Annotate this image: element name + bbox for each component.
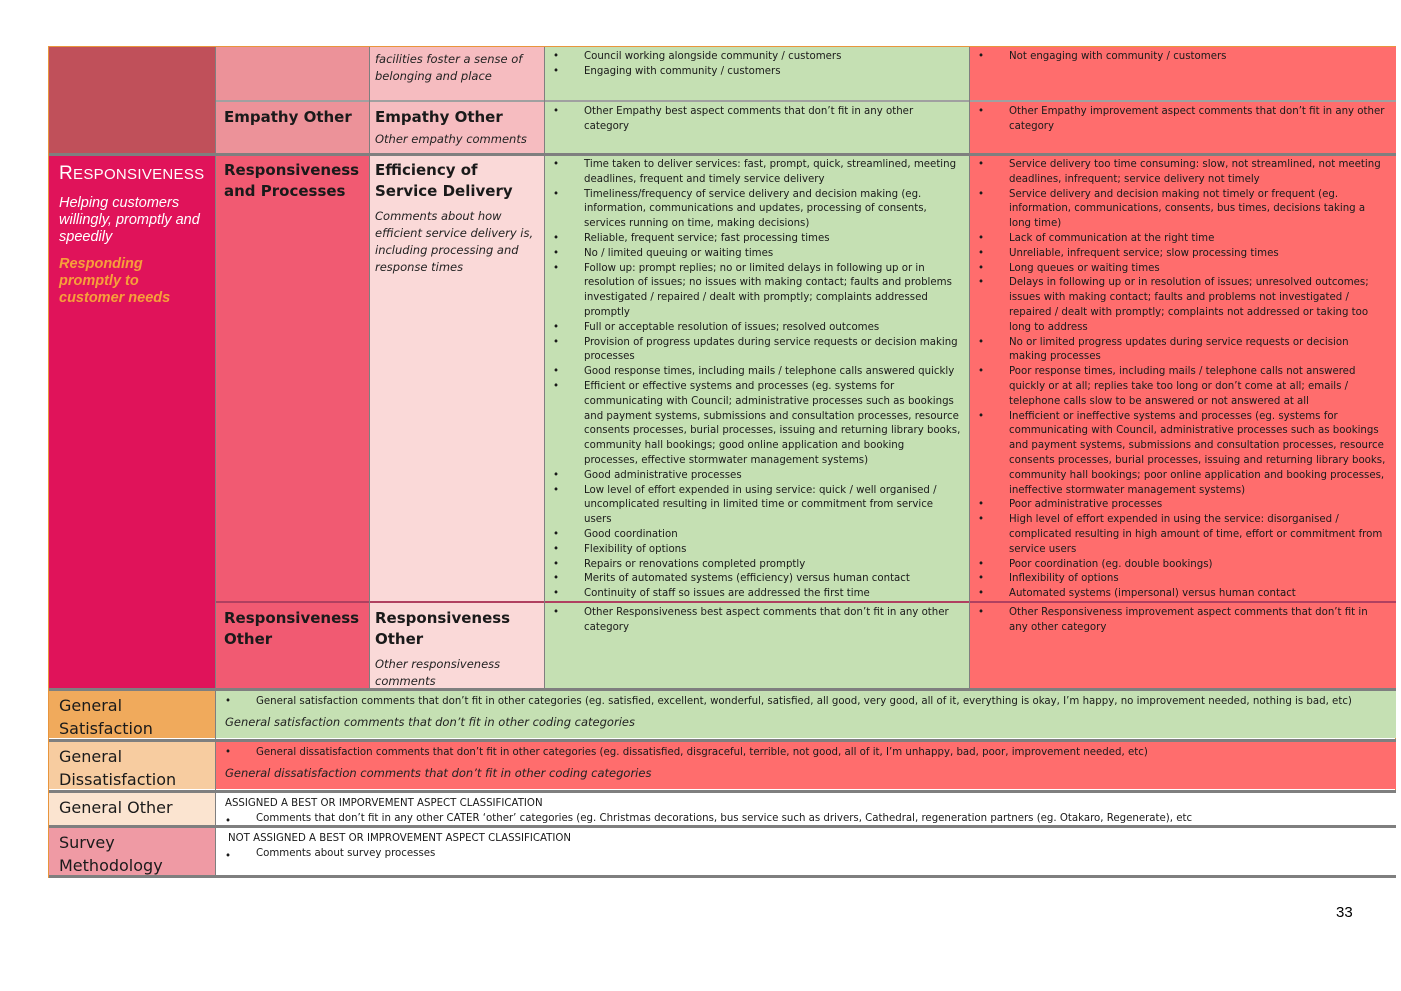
efficiency-improvement-cell xyxy=(969,155,1396,601)
belonging-improvement-cell xyxy=(969,47,1396,100)
coding-table xyxy=(48,46,1396,878)
list-item: • Efficient or effective systems and processes (eg. systems for communicating with Council; administrative processes such as bookings and payment systems, submissions and consultation processes, resource consents processes, burial processes, issuing and returning library books, community hall bookings; good online application and booking processes, effective stormwater management systems) xyxy=(544,380,961,469)
list-item: • Service delivery and decision making not timely or frequent (eg. information, communications, consents, bus times, decisions taking a long time) xyxy=(969,188,1388,232)
general-satisfaction-content-cell xyxy=(216,691,1396,738)
empathy-other-description-cell xyxy=(369,102,544,153)
responsiveness-other-best-list xyxy=(544,603,969,636)
efficiency-description-title: Efficiency of Service Delivery xyxy=(375,161,513,200)
belonging-description-cell xyxy=(369,47,544,100)
general-dissatisfaction-bullet: • General dissatisfaction comments that don’t fit in other categories (eg. dissatisfied, disgraceful, terrible, not good, all of it, I’m unhappy, bad, poor, improvement needed, etc) xyxy=(216,742,1396,760)
list-item: • Continuity of staff so issues are addressed the first time xyxy=(544,587,961,601)
belonging-improvement-list xyxy=(969,47,1396,65)
efficiency-description-text: Comments about how efficient service delivery is, including processing and response times xyxy=(375,209,534,274)
list-item: • High level of effort expended in using the service: disorganised / complicated resulting in high amount of time, effort or commitment from service users xyxy=(969,513,1388,557)
list-item: • No / limited queuing or waiting times xyxy=(544,247,961,262)
belonging-best-list xyxy=(544,47,969,80)
list-item: • Repairs or renovations completed promptly xyxy=(544,558,961,573)
general-dissatisfaction-title: General Dissatisfaction xyxy=(59,747,177,789)
theme-title-rest: ESPONSIVENESS xyxy=(73,166,205,183)
column-divider xyxy=(369,47,370,688)
belonging-description-text: facilities foster a sense of belonging and place xyxy=(375,52,523,83)
survey-methodology-title-cell xyxy=(49,828,216,876)
column-divider xyxy=(215,47,216,877)
list-item: • Inflexibility of options xyxy=(969,572,1388,587)
row-divider xyxy=(216,100,1396,102)
row-divider xyxy=(49,739,1396,742)
empathy-other-subtheme-cell xyxy=(216,102,369,153)
row-divider xyxy=(49,875,1396,878)
responsiveness-other-description-title: Responsiveness Other xyxy=(375,609,511,648)
row-divider xyxy=(49,825,1396,828)
survey-methodology-bullet: • Comments about survey processes xyxy=(216,846,1396,861)
responsiveness-other-subtheme: Responsiveness Other xyxy=(224,609,360,648)
row-divider xyxy=(49,790,1396,793)
general-satisfaction-description: General satisfaction comments that don’t fit in other coding categories xyxy=(225,715,635,729)
list-item: • Time taken to deliver services: fast, prompt, quick, streamlined, meeting deadlines, frequent and timely service delivery xyxy=(544,158,961,188)
general-dissatisfaction-title-cell xyxy=(49,742,216,789)
belonging-best-cell xyxy=(544,47,969,100)
list-item: • Full or acceptable resolution of issues; resolved outcomes xyxy=(544,321,961,336)
general-dissatisfaction-content-cell xyxy=(216,742,1396,789)
efficiency-description-cell xyxy=(369,155,544,601)
list-item: • Inefficient or ineffective systems and processes (eg. systems for communicating with Council, administrative processes such as bookings and payment systems, submissions and consultation processes, resource consents processes, burial processes, issuing and returning library books, community hall bookings; poor online application and booking processes, ineffective stormwater management systems) xyxy=(969,410,1388,499)
empathy-other-best-cell xyxy=(544,102,969,153)
list-item: • Good response times, including mails / telephone calls answered quickly xyxy=(544,365,961,380)
page-number: 33 xyxy=(1336,904,1353,921)
list-item: • Long queues or waiting times xyxy=(969,262,1388,277)
empathy-other-best-list xyxy=(544,102,969,135)
responsiveness-other-description-text: Other responsiveness comments xyxy=(375,657,501,688)
survey-methodology-title: Survey Methodology xyxy=(59,833,163,875)
responsiveness-theme-cell xyxy=(49,155,216,688)
general-other-title-cell xyxy=(49,793,216,825)
list-item: • Unreliable, infrequent service; slow processing times xyxy=(969,247,1388,262)
responsiveness-other-subtheme-cell xyxy=(216,603,369,688)
list-item: • Follow up: prompt replies; no or limited delays in following up or in resolution of issues; no issues with making contact; faults and problems investigated / repaired / dealt with promptly; complaints addressed promptly xyxy=(544,262,961,321)
list-item: • Automated systems (impersonal) versus human contact xyxy=(969,587,1388,601)
list-item: • Other Responsiveness improvement aspect comments that don’t fit in any other category xyxy=(969,606,1388,636)
row-divider xyxy=(49,688,1396,691)
column-divider xyxy=(544,47,545,688)
list-item: • Good administrative processes xyxy=(544,469,961,484)
empathy-theme-cell xyxy=(49,47,216,153)
list-item: • Council working alongside community / customers xyxy=(544,50,961,65)
list-item: • Low level of effort expended in using service: quick / well organised / uncomplicated resulting in limited time or commitment from service users xyxy=(544,484,961,528)
empathy-other-improvement-cell xyxy=(969,102,1396,153)
list-item: • Delays in following up or in resolution of issues; unresolved outcomes; issues with making contact; faults and problems not investigated / repaired / dealt with promptly; complaints not addressed or taking too long to address xyxy=(969,276,1388,335)
list-item: • Other Empathy improvement aspect comments that don’t fit in any other category xyxy=(969,105,1388,135)
efficiency-improvement-list xyxy=(969,155,1396,601)
list-item: • Merits of automated systems (efficiency) versus human contact xyxy=(544,572,961,587)
theme-title-initial: R xyxy=(59,163,74,184)
survey-methodology-caption: NOT ASSIGNED A BEST OR IMPROVEMENT ASPECT CLASSIFICATION xyxy=(228,833,572,844)
list-item: • Flexibility of options xyxy=(544,543,961,558)
responsiveness-theme-description: Helping customers willingly, promptly and speedily xyxy=(59,195,200,245)
column-divider xyxy=(969,47,970,688)
belonging-subtheme-cell xyxy=(216,47,369,100)
efficiency-best-cell xyxy=(544,155,969,601)
list-item: • Lack of communication at the right time xyxy=(969,232,1388,247)
general-other-title: General Other xyxy=(59,798,173,817)
general-other-bullet: • Comments that don’t fit in any other CATER ‘other’ categories (eg. Christmas decorations, bus service such as drivers, Cathedral, regeneration partners (eg. Otakaro, Regenerate), etc xyxy=(216,811,1396,825)
responsiveness-other-improvement-cell xyxy=(969,603,1396,688)
list-item: • Not engaging with community / customers xyxy=(969,50,1388,65)
list-item: • Poor coordination (eg. double bookings) xyxy=(969,558,1388,573)
empathy-other-description-text: Other empathy comments xyxy=(375,132,527,146)
empathy-other-subtheme: Empathy Other xyxy=(224,108,352,126)
empathy-other-description-title: Empathy Other xyxy=(375,108,503,126)
general-dissatisfaction-description: General dissatisfaction comments that don’t fit in other coding categories xyxy=(225,766,652,780)
row-divider xyxy=(49,153,1396,156)
general-other-content-cell xyxy=(216,793,1396,825)
list-item: • Poor administrative processes xyxy=(969,498,1388,513)
efficiency-subtheme-cell xyxy=(216,155,369,601)
responsiveness-theme-title xyxy=(49,155,216,185)
general-satisfaction-bullet: • General satisfaction comments that don’t fit in other categories (eg. satisfied, excellent, wonderful, satisfied, all good, very good, all of it, everything is okay, I’m happy, no improvement needed, nothing is bad, etc) xyxy=(216,691,1396,709)
list-item: • Provision of progress updates during service requests or decision making processes xyxy=(544,336,961,366)
responsiveness-other-best-cell xyxy=(544,603,969,688)
list-item: • Poor response times, including mails / telephone calls not answered quickly or at all; replies take too long or don’t come at all; emails / telephone calls slow to be answered or not answered at all xyxy=(969,365,1388,409)
list-item: • Service delivery too time consuming: slow, not streamlined, not meeting deadlines, infrequent; service delivery not timely xyxy=(969,158,1388,188)
list-item: • Engaging with community / customers xyxy=(544,65,961,80)
list-item: • Other Empathy best aspect comments that don’t fit in any other category xyxy=(544,105,961,135)
list-item: • Timeliness/frequency of service delivery and decision making (eg. information, communications and updates, processing of consents, services running on time, making decisions) xyxy=(544,188,961,232)
row-divider xyxy=(216,601,1396,603)
list-item: • Other Responsiveness best aspect comments that don’t fit in any other category xyxy=(544,606,961,636)
list-item: • No or limited progress updates during service requests or decision making processes xyxy=(969,336,1388,366)
efficiency-best-list xyxy=(544,155,969,601)
general-other-caption: ASSIGNED A BEST OR IMPORVEMENT ASPECT CLASSIFICATION xyxy=(225,798,543,809)
responsiveness-theme-tagline: Responding promptly to customer needs xyxy=(59,256,171,306)
survey-methodology-content-cell xyxy=(216,828,1396,876)
responsiveness-other-description-cell xyxy=(369,603,544,688)
general-satisfaction-title-cell xyxy=(49,691,216,738)
efficiency-subtheme: Responsiveness and Processes xyxy=(224,161,360,200)
general-satisfaction-title: General Satisfaction xyxy=(59,696,153,738)
responsiveness-other-improvement-list xyxy=(969,603,1396,636)
list-item: • Good coordination xyxy=(544,528,961,543)
list-item: • Reliable, frequent service; fast processing times xyxy=(544,232,961,247)
empathy-other-improvement-list xyxy=(969,102,1396,135)
